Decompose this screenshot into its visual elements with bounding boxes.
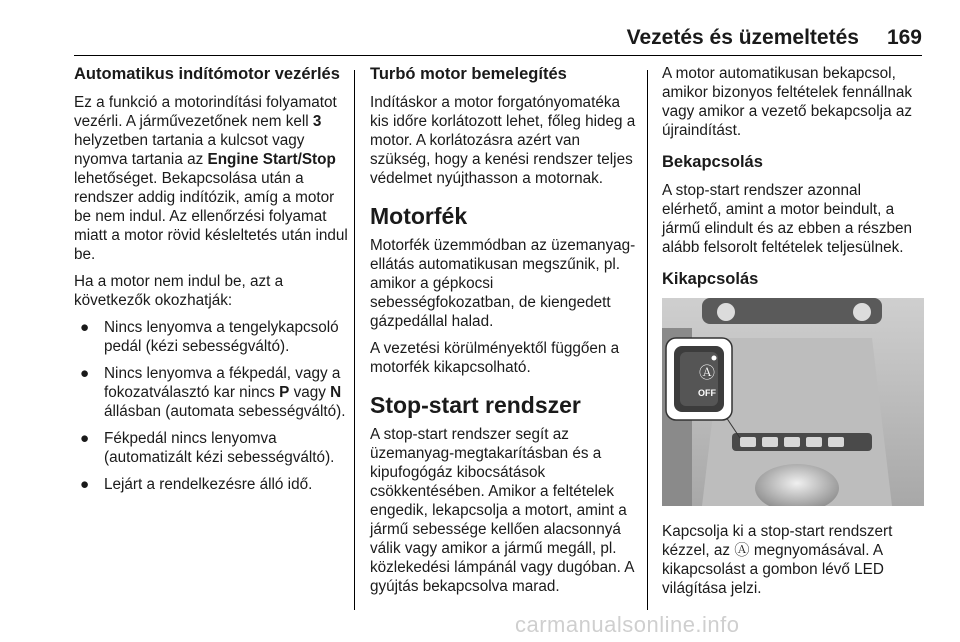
paragraph-causes: Ha a motor nem indul be, azt a következők okozhatják: xyxy=(74,273,284,309)
list-item xyxy=(74,429,348,467)
paragraph-kikapcsolas xyxy=(662,522,924,598)
auto-stop-icon: Ⓐ xyxy=(698,365,715,382)
list-item xyxy=(74,318,348,356)
column-3 xyxy=(662,64,924,606)
bullet-icon: ● xyxy=(80,430,90,447)
paragraph-motorfek-1: Motorfék üzemmódban az üzemanyag-ellátás automatikusan megszűnik, pl. amikor a gépkocsi sebességfokozatban, de kiengedett gázpedállal halad. xyxy=(370,237,636,330)
led-indicator-icon xyxy=(712,356,717,361)
text-span: megnyomásával. A kikapcsolást a gombon lévő LED világítása jelzi. xyxy=(662,542,884,597)
column-1 xyxy=(74,64,348,502)
heading-bekapcsolas: Bekapcsolás xyxy=(662,153,763,171)
heading-stop-start: Stop-start rendszer xyxy=(370,392,581,418)
list-item xyxy=(74,475,348,494)
bullet-icon: ● xyxy=(80,319,90,336)
bold-engine-start-stop: Engine Start/Stop xyxy=(207,151,336,168)
heading-kikapcsolas: Kikapcsolás xyxy=(662,270,759,288)
page-header xyxy=(74,26,922,54)
text-span: helyzetben tartania a kulcsot vagy nyomva tartania az xyxy=(74,132,305,168)
heading-motorfek: Motorfék xyxy=(370,203,468,229)
heading-auto-starter: Automatikus indítómotor vezérlés xyxy=(74,65,340,83)
button-off-label: OFF xyxy=(698,388,716,398)
paragraph-auto-starter xyxy=(74,93,348,264)
text-span: lehetőséget. Bekapcsolása után a rendszer addig indítózik, amíg a motor be nem indul. Az ellenőrzési folyamat miatt a motor rövid késleltetés után indul be. xyxy=(74,170,348,263)
header-rule xyxy=(74,55,922,56)
heading-turbo: Turbó motor bemelegítés xyxy=(370,65,567,83)
causes-list xyxy=(74,318,348,494)
list-item-text: Fékpedál nincs lenyomva (automatizált kézi sebességváltó). xyxy=(104,430,335,466)
bold-key-position: 3 xyxy=(312,113,322,130)
auto-stop-inline-icon: Ⓐ xyxy=(734,542,750,559)
paragraph-stop-start: A stop-start rendszer segít az üzemanyag-megtakarításban és a kipufogógáz kibocsátások csökkentésében. Amikor a feltételek engedik, lekapcsolja a motort, amint a jármű sebessége kellően alacsonnyá válik vagy amikor a jármű megáll, pl. közlekedési lámpánál vagy dugóban. A gyújtás bekapcsolva marad. xyxy=(370,426,634,595)
bullet-icon: ● xyxy=(80,476,90,493)
page-number: 169 xyxy=(886,26,922,49)
column-2 xyxy=(370,64,636,604)
paragraph-bekapcsolas: A stop-start rendszer azonnal elérhető, amint a motor beindult, a jármű elindult és az ebben a részben alább felsorolt feltételek teljesülnek. xyxy=(662,182,913,256)
list-item-text: Nincs lenyomva a fékpedál, vagy a fokozatválasztó kar nincs xyxy=(104,365,341,401)
bold-gear-p: P xyxy=(279,384,290,401)
bold-gear-n: N xyxy=(330,384,342,401)
column-divider-1 xyxy=(354,70,355,610)
paragraph-motorfek-2: A vezetési körülményektől függően a motorfék kikapcsolható. xyxy=(370,340,620,376)
stop-start-button-photo xyxy=(662,298,924,506)
text-span: Kapcsolja ki a stop-start rendszert kézzel, az xyxy=(662,523,893,559)
list-item-text: vagy xyxy=(289,384,331,401)
text-span: Ez a funkció a motorindítási folyamatot vezérli. A járművezetőnek nem kell xyxy=(74,94,337,130)
header-title: Vezetés és üzemeltetés xyxy=(626,26,859,49)
watermark: carmanualsonline.info xyxy=(515,612,740,637)
list-item xyxy=(74,364,348,421)
paragraph-turbo: Indításkor a motor forgatónyomatéka kis időre korlátozott lehet, főleg hideg a motor. A korlátozásra azért van szükség, hogy a kenési rendszer teljes védelmet nyújthasson a motornak. xyxy=(370,94,636,187)
list-item-text: Nincs lenyomva a tengelykapcsoló pedál (kézi sebességváltó). xyxy=(104,319,339,355)
bullet-icon: ● xyxy=(80,365,90,382)
list-item-text: állásban (automata sebességváltó). xyxy=(104,403,346,420)
paragraph-restart: A motor automatikusan bekapcsol, amikor bizonyos feltételek fennállnak vagy amikor a vezető bekapcsolja az újraindítást. xyxy=(662,65,912,139)
column-divider-2 xyxy=(647,70,648,610)
list-item-text: Lejárt a rendelkezésre álló idő. xyxy=(104,476,313,493)
